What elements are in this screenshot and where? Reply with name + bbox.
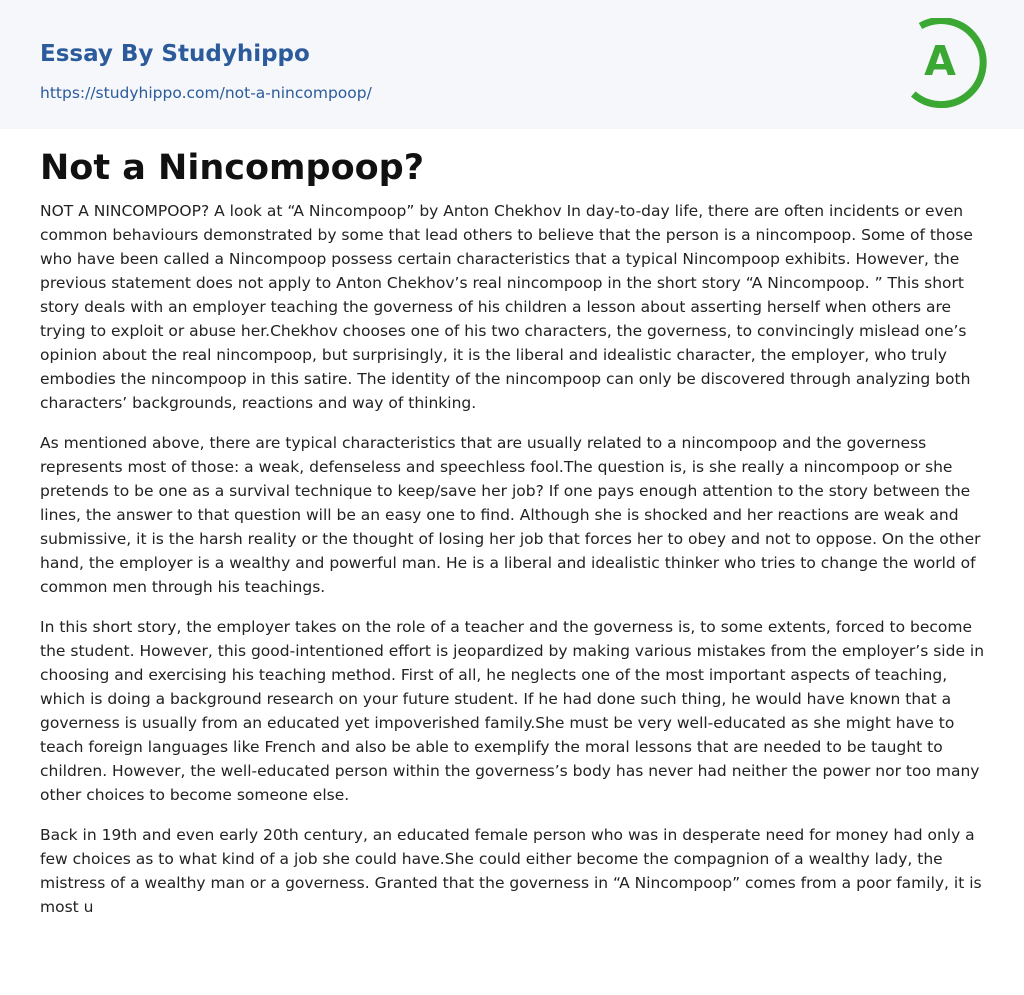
article-content xyxy=(40,143,986,935)
page-title: Not a Nincompoop? xyxy=(40,148,425,188)
article-paragraph: Back in 19th and even early 20th century, an educated female person who was in desperate need for money had only a few choices as to what kind of a job she could have.She could either become the compagnion of a wealthy lady, the mistress of a wealthy man or a governess. Granted that the governess in “A Nincompoop” comes from a poor family, it is most u xyxy=(40,826,982,916)
studyhippo-logo-icon[interactable] xyxy=(898,18,988,108)
essay-url-link[interactable]: https://studyhippo.com/not-a-nincompoop/ xyxy=(40,84,372,102)
article-paragraph: In this short story, the employer takes on the role of a teacher and the governess is, to some extents, forced to become the student. However, this good-intentioned effort is jeopardized by making various mistakes from the employer’s side in choosing and exercising his teaching method. First of all, he neglects one of the most important aspects of teaching, which is doing a background research on your future student. If he had done such thing, he would have known that a governess is usually from an educated yet impoverished family.She must be very well-educated as she might have to teach foreign languages like French and also be able to exemplify the moral lessons that are needed to be taught to children. However, the well-educated person within the governess’s body has never had neither the power nor too many other choices to become someone else. xyxy=(40,618,985,804)
site-header xyxy=(0,0,1024,129)
article-paragraph: As mentioned above, there are typical characteristics that are usually related to a nincompoop and the governess represents most of those: a weak, defenseless and speechless fool.The question is, is she really a nincompoop or she pretends to be one as a survival technique to keep/save her job? If one pays enough attention to the story between the lines, the answer to that question will be an easy one to find. Although she is shocked and her reactions are weak and submissive, it is the harsh reality or the thought of losing her job that forces her to obey and not to oppose. On the other hand, the employer is a wealthy and powerful man. He is a liberal and idealistic thinker who tries to change the world of common men through his teachings. xyxy=(40,434,981,596)
logo-letter: A xyxy=(924,37,956,85)
article-paragraph: NOT A NINCOMPOOP? A look at “A Nincompoop” by Anton Chekhov In day-to-day life, there are often incidents or even common behaviours demonstrated by some that lead others to believe that the person is a nincompoop. Some of those who have been called a Nincompoop possess certain characteristics that a typical Nincompoop exhibits. However, the previous statement does not apply to Anton Chekhov’s real nincompoop in the short story “A Nincompoop. ” This short story deals with an employer teaching the governess of his children a lesson about asserting herself when others are trying to exploit or abuse her.Chekhov chooses one of his two characters, the governess, to convincingly mislead one’s opinion about the real nincompoop, but surprisingly, it is the liberal and idealistic character, the employer, who truly embodies the nincompoop in this satire. The identity of the nincompoop can only be discovered through analyzing both characters’ backgrounds, reactions and way of thinking. xyxy=(40,202,973,412)
site-brand[interactable]: Essay By Studyhippo xyxy=(40,41,310,67)
